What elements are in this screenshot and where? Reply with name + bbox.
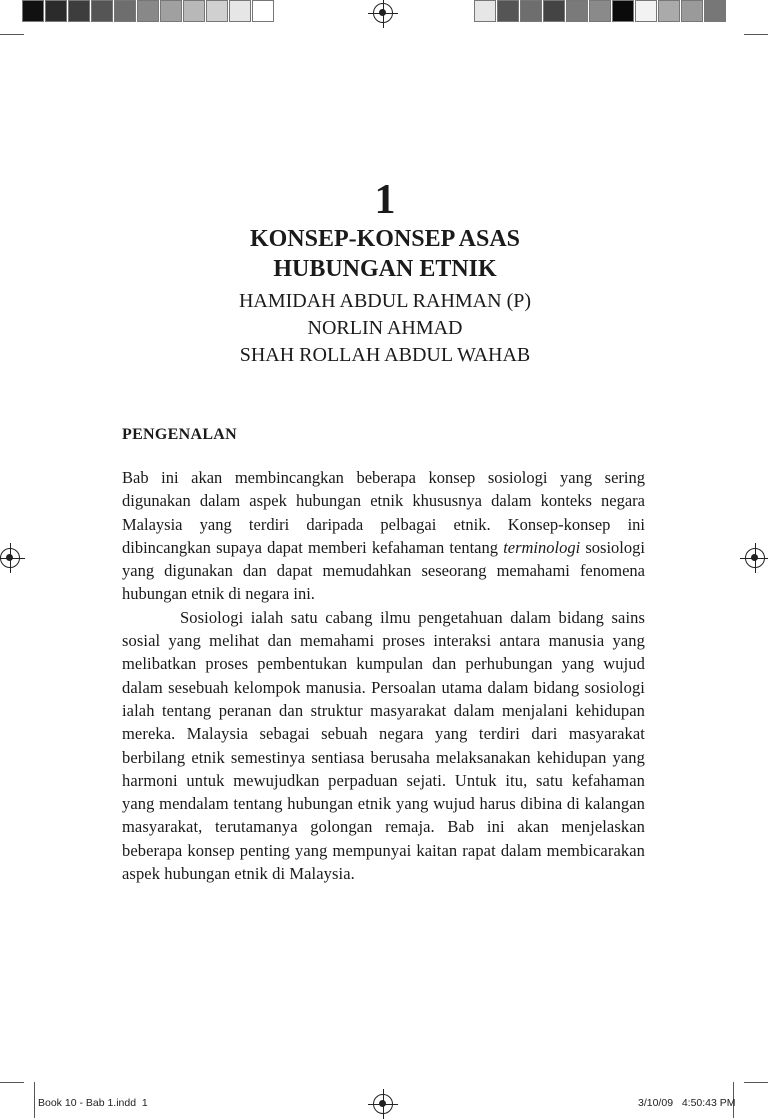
color-calibration-bar-right bbox=[474, 0, 727, 22]
left-bar-swatch bbox=[137, 0, 159, 22]
slug-file-info bbox=[38, 1097, 148, 1109]
right-bar-swatch bbox=[704, 0, 726, 22]
registration-mark-right-icon bbox=[745, 548, 765, 568]
section-heading: PENGENALAN bbox=[122, 426, 238, 443]
crop-mark-top-right bbox=[744, 34, 768, 35]
left-bar-swatch bbox=[68, 0, 90, 22]
left-bar-swatch bbox=[206, 0, 228, 22]
registration-mark-left-icon bbox=[0, 548, 20, 568]
paragraph-2: Sosiologi ialah satu cabang ilmu pengetahuan dalam bidang sains sosial yang melihat dan memahami proses interaksi antara manusia yang melibatkan proses pembentukan kumpulan dan perhubungan yang wujud dalam sesebuah kelompok manusia. Persoalan utama dalam bidang sosiologi ialah tentang peranan dan struktur masyarakat dalam menjalani kehidupan mereka. Malaysia sebagai sebuah negara yang terdiri dari masyarakat berbilang etnik semestinya sentiasa berusaha melaksanakan kehidupan yang harmoni untuk mewujudkan perpaduan sejati. Untuk itu, satu kefahaman yang mendalam tentang hubungan etnik yang wujud harus dibina di kalangan masyarakat, terutamanya golongan remaja. Bab ini akan menjelaskan beberapa konsep penting yang mempunyai kaitan rapat dalam membicarakan aspek hubungan etnik di Malaysia. bbox=[122, 607, 645, 884]
paragraph-1 bbox=[122, 466, 645, 606]
chapter-heading-block bbox=[200, 224, 570, 369]
author-1: HAMIDAH ABDUL RAHMAN (P) bbox=[238, 290, 532, 312]
slug-timestamp bbox=[638, 1097, 736, 1109]
author-2: NORLIN AHMAD bbox=[307, 317, 463, 339]
left-bar-swatch bbox=[114, 0, 136, 22]
left-bar-swatch bbox=[183, 0, 205, 22]
paragraph-1-part-2: sosiologi yang digunakan dan dapat memudahkan seseorang memahami fenomena hubungan etnik di negara ini. bbox=[122, 537, 645, 604]
right-bar-swatch bbox=[520, 0, 542, 22]
author-3: SHAH ROLLAH ABDUL WAHAB bbox=[239, 344, 531, 366]
right-bar-swatch bbox=[681, 0, 703, 22]
crop-mark-bottom-left-h bbox=[0, 1082, 24, 1083]
paragraph-1-italic-term: terminologi bbox=[503, 537, 581, 557]
left-bar-swatch bbox=[45, 0, 67, 22]
paragraph-1-part-1: Bab ini akan membincangkan beberapa konsep sosiologi yang sering digunakan dalam aspek hubungan etnik khususnya dalam konteks negara Malaysia yang terdiri daripada pelbagai etnik. Konsep-konsep ini dibincangkan supaya dapat memberi kefahaman tentang bbox=[122, 468, 645, 557]
left-bar-swatch bbox=[22, 0, 44, 22]
left-bar-swatch bbox=[252, 0, 274, 22]
slug-page-number: 1 bbox=[141, 1097, 148, 1109]
chapter-title-line-1: KONSEP-KONSEP ASAS bbox=[249, 226, 521, 252]
left-bar-swatch bbox=[160, 0, 182, 22]
right-bar-swatch bbox=[543, 0, 565, 22]
right-bar-swatch bbox=[658, 0, 680, 22]
crop-mark-bottom-left bbox=[34, 1082, 35, 1118]
color-calibration-bar-left bbox=[22, 0, 275, 22]
crop-mark-bottom-right-h bbox=[744, 1082, 768, 1083]
chapter-number: 1 bbox=[374, 177, 396, 223]
right-bar-swatch bbox=[589, 0, 611, 22]
slug-time: 4:50:43 PM bbox=[681, 1097, 736, 1109]
right-bar-swatch bbox=[566, 0, 588, 22]
slug-file-name: Book 10 - Bab 1.indd bbox=[38, 1097, 137, 1109]
registration-mark-bottom-icon bbox=[373, 1094, 393, 1114]
registration-mark-top-icon bbox=[373, 3, 393, 23]
left-bar-swatch bbox=[229, 0, 251, 22]
chapter-title-line-2: HUBUNGAN ETNIK bbox=[273, 256, 497, 282]
body-text bbox=[122, 466, 645, 885]
left-bar-swatch bbox=[91, 0, 113, 22]
right-bar-swatch bbox=[497, 0, 519, 22]
crop-mark-top-left bbox=[0, 34, 24, 35]
right-bar-swatch bbox=[612, 0, 634, 22]
right-bar-swatch bbox=[635, 0, 657, 22]
right-bar-swatch bbox=[474, 0, 496, 22]
slug-date: 3/10/09 bbox=[638, 1097, 674, 1109]
